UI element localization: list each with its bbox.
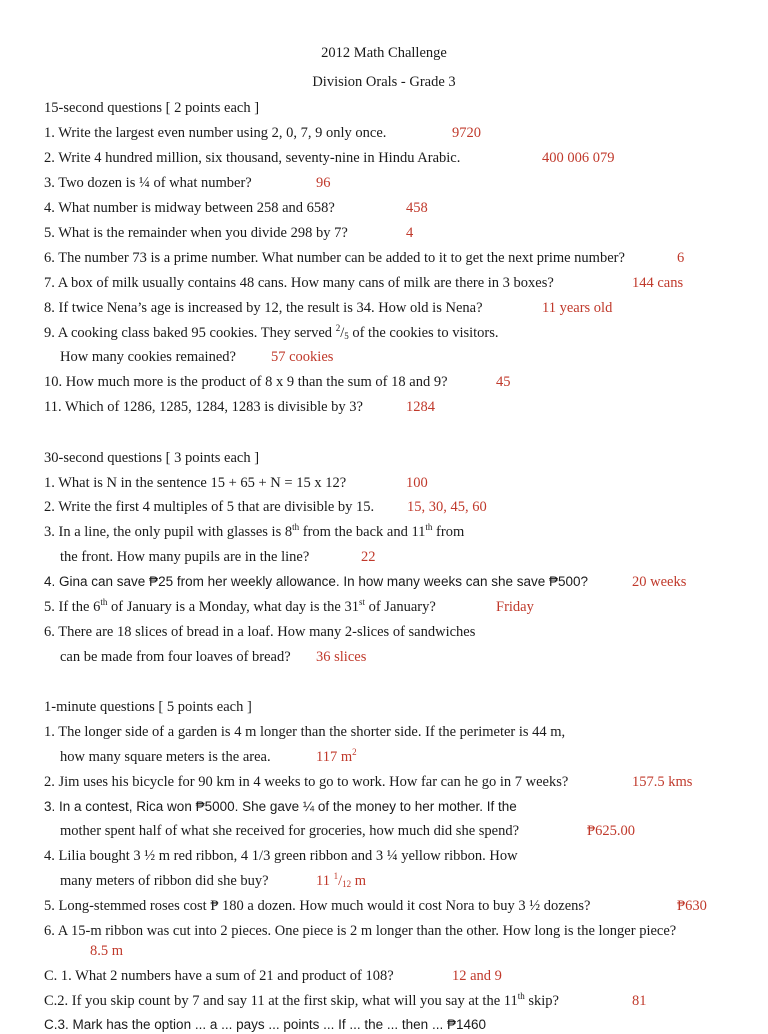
answer-1-8: 11 years old <box>542 300 613 316</box>
answer-1-2: 400 006 079 <box>542 150 615 166</box>
answer-2-3: 22 <box>361 549 376 565</box>
question-3-5: 5. Long-stemmed roses cost ₱ 180 a dozen. How much would it cost Nora to buy 3 ½ dozens? <box>44 898 591 914</box>
question-2-6-continued: can be made from four loaves of bread? <box>60 649 291 665</box>
answer-3-1 <box>316 748 357 766</box>
section-header-30-second: 30-second questions [ 3 points each ] <box>44 450 260 466</box>
question-2-5-text-c: of January? <box>364 599 436 615</box>
question-2-3-text-c: from <box>432 524 465 540</box>
answer-1-4: 458 <box>406 200 428 216</box>
question-2-3-text-b: from the back and 11 <box>299 524 426 540</box>
question-1-4: 4. What number is midway between 258 and 658? <box>44 200 335 216</box>
answer-c-1: 12 and 9 <box>452 968 502 984</box>
answer-3-2: 157.5 kms <box>632 774 693 790</box>
question-3-4-continued: many meters of ribbon did she buy? <box>60 873 269 889</box>
question-1-9 <box>44 324 499 342</box>
answer-3-4 <box>316 872 366 890</box>
question-2-4: 4. Gina can save ₱25 from her weekly allowance. In how many weeks can she save ₱500? <box>44 574 589 589</box>
fraction-numerator: 1 <box>333 871 339 881</box>
fraction-denominator: 5 <box>344 331 349 341</box>
question-1-2: 2. Write 4 hundred million, six thousand, seventy-nine in Hindu Arabic. <box>44 150 461 166</box>
answer-3-1-value: 117 m <box>316 749 353 765</box>
ordinal-suffix: th <box>292 522 300 532</box>
answer-3-5: ₱630 <box>677 898 707 914</box>
question-1-9-continued: How many cookies remained? <box>60 349 236 365</box>
question-3-6: 6. A 15-m ribbon was cut into 2 pieces. One piece is 2 m longer than the other. How long is the longer piece? <box>44 923 677 939</box>
question-2-5-text-a: 5. If the 6 <box>44 599 101 615</box>
question-2-3 <box>44 523 464 541</box>
question-1-1: 1. Write the largest even number using 2, 0, 7, 9 only once. <box>44 125 387 141</box>
answer-c-2: 81 <box>632 993 647 1009</box>
question-3-3-continued: mother spent half of what she received for groceries, how much did she spend? <box>60 823 520 839</box>
answer-1-1: 9720 <box>452 125 481 141</box>
fraction-slash: / <box>338 873 343 889</box>
section-header-15-second: 15-second questions [ 2 points each ] <box>44 100 260 116</box>
answer-3-4-whole: 11 <box>316 873 334 889</box>
question-3-1-continued: how many square meters is the area. <box>60 749 271 765</box>
answer-2-5: Friday <box>496 599 534 615</box>
fraction-slash: / <box>340 325 345 341</box>
question-c-2-text-a: C.2. If you skip count by 7 and say 11 at the first skip, what will you say at the 11 <box>44 993 518 1009</box>
question-2-6: 6. There are 18 slices of bread in a loaf. How many 2-slices of sandwiches <box>44 624 476 640</box>
answer-1-10: 45 <box>496 374 511 390</box>
answer-2-1: 100 <box>406 475 428 491</box>
question-1-9-text-a: 9. A cooking class baked 95 cookies. They served <box>44 325 336 341</box>
document-subtitle: Division Orals - Grade 3 <box>312 74 456 90</box>
question-2-5 <box>44 598 436 616</box>
answer-2-2: 15, 30, 45, 60 <box>407 499 487 515</box>
question-c-2 <box>44 992 559 1010</box>
question-1-5: 5. What is the remainder when you divide 298 by 7? <box>44 225 348 241</box>
answer-3-4-unit: m <box>351 873 367 889</box>
section-header-1-minute: 1-minute questions [ 5 points each ] <box>44 699 252 715</box>
question-c-3-partial: C.3. Mark has the option ... a ... pays ... points ... If ... the ... then ... ₱1460 <box>44 1017 486 1032</box>
question-3-4: 4. Lilia bought 3 ½ m red ribbon, 4 1/3 green ribbon and 3 ¼ yellow ribbon. How <box>44 848 518 864</box>
ordinal-suffix: th <box>425 522 433 532</box>
squared-superscript: 2 <box>352 747 357 757</box>
answer-2-6: 36 slices <box>316 649 367 665</box>
fraction-denominator: 12 <box>342 879 352 889</box>
ordinal-suffix: st <box>358 597 365 607</box>
question-1-8: 8. If twice Nena’s age is increased by 12, the result is 34. How old is Nena? <box>44 300 483 316</box>
question-1-9-text-b: of the cookies to visitors. <box>348 325 499 341</box>
answer-1-5: 4 <box>406 225 414 241</box>
question-2-5-text-b: of January is a Monday, what day is the 31 <box>107 599 359 615</box>
answer-1-11: 1284 <box>406 399 435 415</box>
document-title: 2012 Math Challenge <box>321 45 447 61</box>
question-3-3: 3. In a contest, Rica won ₱5000. She gave ¼ of the money to her mother. If the <box>44 799 517 814</box>
question-2-3-continued: the front. How many pupils are in the line? <box>60 549 310 565</box>
question-3-2: 2. Jim uses his bicycle for 90 km in 4 weeks to go to work. How far can he go in 7 weeks? <box>44 774 569 790</box>
fraction-numerator: 2 <box>335 323 341 333</box>
answer-3-3: ₱625.00 <box>587 823 635 839</box>
question-1-11: 11. Which of 1286, 1285, 1284, 1283 is divisible by 3? <box>44 399 363 415</box>
answer-1-9: 57 cookies <box>271 349 334 365</box>
question-c-2-text-b: skip? <box>524 993 559 1009</box>
answer-3-6: 8.5 m <box>90 943 124 959</box>
question-1-3: 3. Two dozen is ¼ of what number? <box>44 175 252 191</box>
ordinal-suffix: th <box>100 597 108 607</box>
question-1-6: 6. The number 73 is a prime number. What number can be added to it to get the next prime number? <box>44 250 625 266</box>
question-c-1: C. 1. What 2 numbers have a sum of 21 and product of 108? <box>44 968 394 984</box>
question-2-3-text-a: 3. In a line, the only pupil with glasses is 8 <box>44 524 293 540</box>
answer-1-7: 144 cans <box>632 275 684 291</box>
question-2-2: 2. Write the first 4 multiples of 5 that are divisible by 15. <box>44 499 375 515</box>
question-2-1: 1. What is N in the sentence 15 + 65 + N = 15 x 12? <box>44 475 347 491</box>
answer-2-4: 20 weeks <box>632 574 687 590</box>
answer-1-3: 96 <box>316 175 331 191</box>
question-3-1: 1. The longer side of a garden is 4 m longer than the shorter side. If the perimeter is 44 m, <box>44 724 566 740</box>
ordinal-suffix: th <box>517 991 525 1001</box>
question-1-10: 10. How much more is the product of 8 x 9 than the sum of 18 and 9? <box>44 374 448 390</box>
answer-1-6: 6 <box>677 250 685 266</box>
question-1-7: 7. A box of milk usually contains 48 cans. How many cans of milk are there in 3 boxes? <box>44 275 554 291</box>
